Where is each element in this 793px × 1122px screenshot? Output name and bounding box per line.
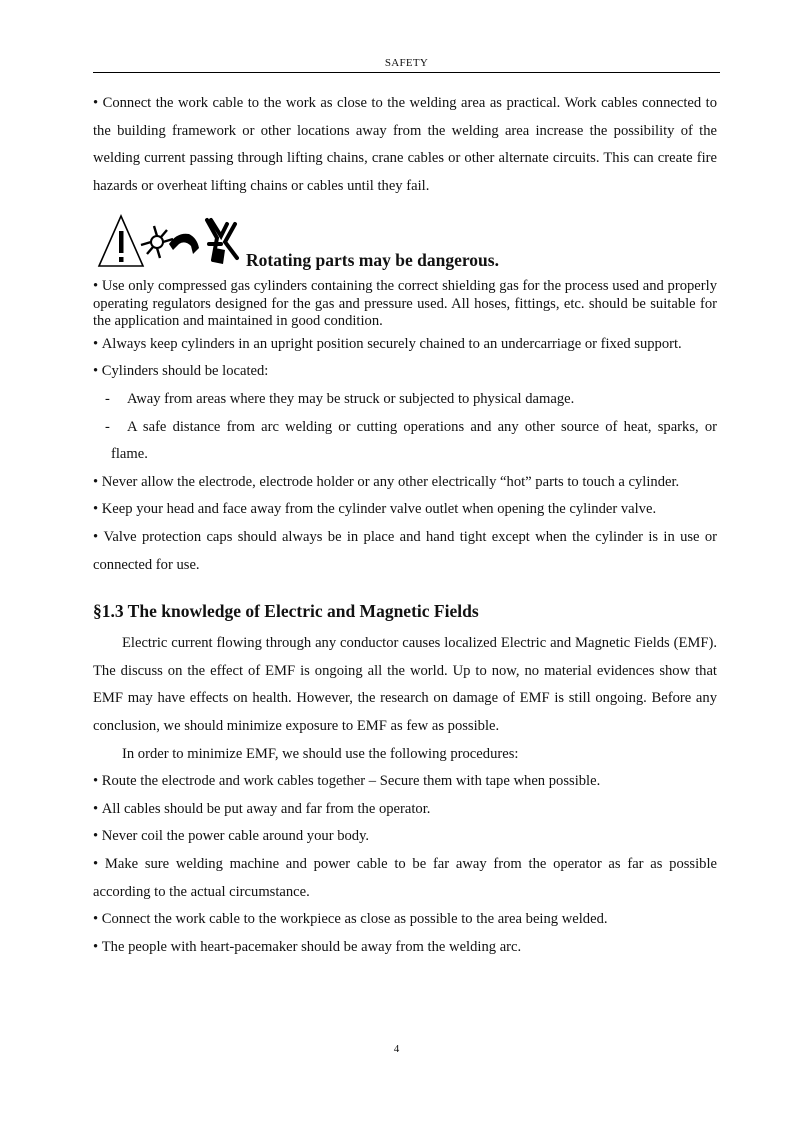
bullet-located: • Cylinders should be located: [93, 358, 717, 386]
hand-caution-icon [207, 220, 237, 264]
rotating-fan-hand-icon [141, 226, 199, 258]
warning-icons [97, 214, 247, 270]
page-number: 4 [393, 1043, 400, 1055]
bullet-never-coil: • Never coil the power cable around your body. [93, 823, 717, 851]
bullet-work-cable: • Connect the work cable to the work as close to the welding area as practical. Work cables connected to the building framework or other locations away from the welding area increase the possibility of the welding current passing through lifting chains, crane cables or other alternate circuits. This can create fire hazards or overheat lifting chains or cables until they fail. [93, 90, 717, 200]
bullet-electrode: • Never allow the electrode, electrode holder or any other electrically “hot” parts to touch a cylinder. [93, 469, 717, 497]
bullet-valve-caps: • Valve protection caps should always be in place and hand tight except when the cylinder is in use or connected for use. [93, 524, 717, 579]
emf-procedures-intro: In order to minimize EMF, we should use the following procedures: [122, 745, 519, 762]
bullet-cables-away: • All cables should be put away and far from the operator. [93, 796, 717, 824]
section-heading: §1.3 The knowledge of Electric and Magnetic Fields [93, 601, 479, 622]
bullet-gas-cylinders: • Use only compressed gas cylinders containing the correct shielding gas for the process used and properly operating regulators designed for the gas and pressure used. All hoses, fittings, etc. should be suitable for the application and maintained in good condition. [93, 278, 717, 331]
header-rule [93, 72, 720, 73]
bullet-route-cables: • Route the electrode and work cables together – Secure them with tape when possible. [93, 768, 717, 796]
warning-title: Rotating parts may be dangerous. [246, 250, 499, 271]
bullet-machine-far: • Make sure welding machine and power cable to be far away from the operator as far as possible according to the actual circumstance. [93, 851, 717, 906]
bullet-connect-workpiece: • Connect the work cable to the workpiece as close as possible to the area being welded. [93, 906, 717, 934]
dash-text: Away from areas where they may be struck or subjected to physical damage. [127, 391, 575, 408]
dash-mark: - [105, 391, 110, 408]
bullet-head-face: • Keep your head and face away from the cylinder valve outlet when opening the cylinder valve. [93, 496, 717, 524]
dash-mark: - [105, 418, 110, 435]
dash-item-distance [93, 414, 717, 469]
emf-paragraph: Electric current flowing through any conductor causes localized Electric and Magnetic Fields (EMF). The discuss on the effect of EMF is ongoing all the world. Up to now, no material evidences show that EMF may have effects on health. However, the research on damage of EMF is still ongoing. Before any conclusion, we should minimize exposure to EMF as few as possible. [93, 635, 717, 734]
rotating-parts-warning [93, 214, 717, 278]
dash-item-damage [93, 386, 717, 414]
bullet-upright: • Always keep cylinders in an upright position securely chained to an undercarriage or fixed support. [93, 331, 717, 359]
dash-text: A safe distance from arc welding or cutting operations and any other source of heat, sparks, or flame. [111, 418, 717, 463]
page-content [93, 90, 717, 961]
warning-triangle-icon [99, 216, 143, 266]
bullet-pacemaker: • The people with heart-pacemaker should be away from the welding arc. [93, 934, 717, 962]
running-header: SAFETY [384, 57, 429, 69]
